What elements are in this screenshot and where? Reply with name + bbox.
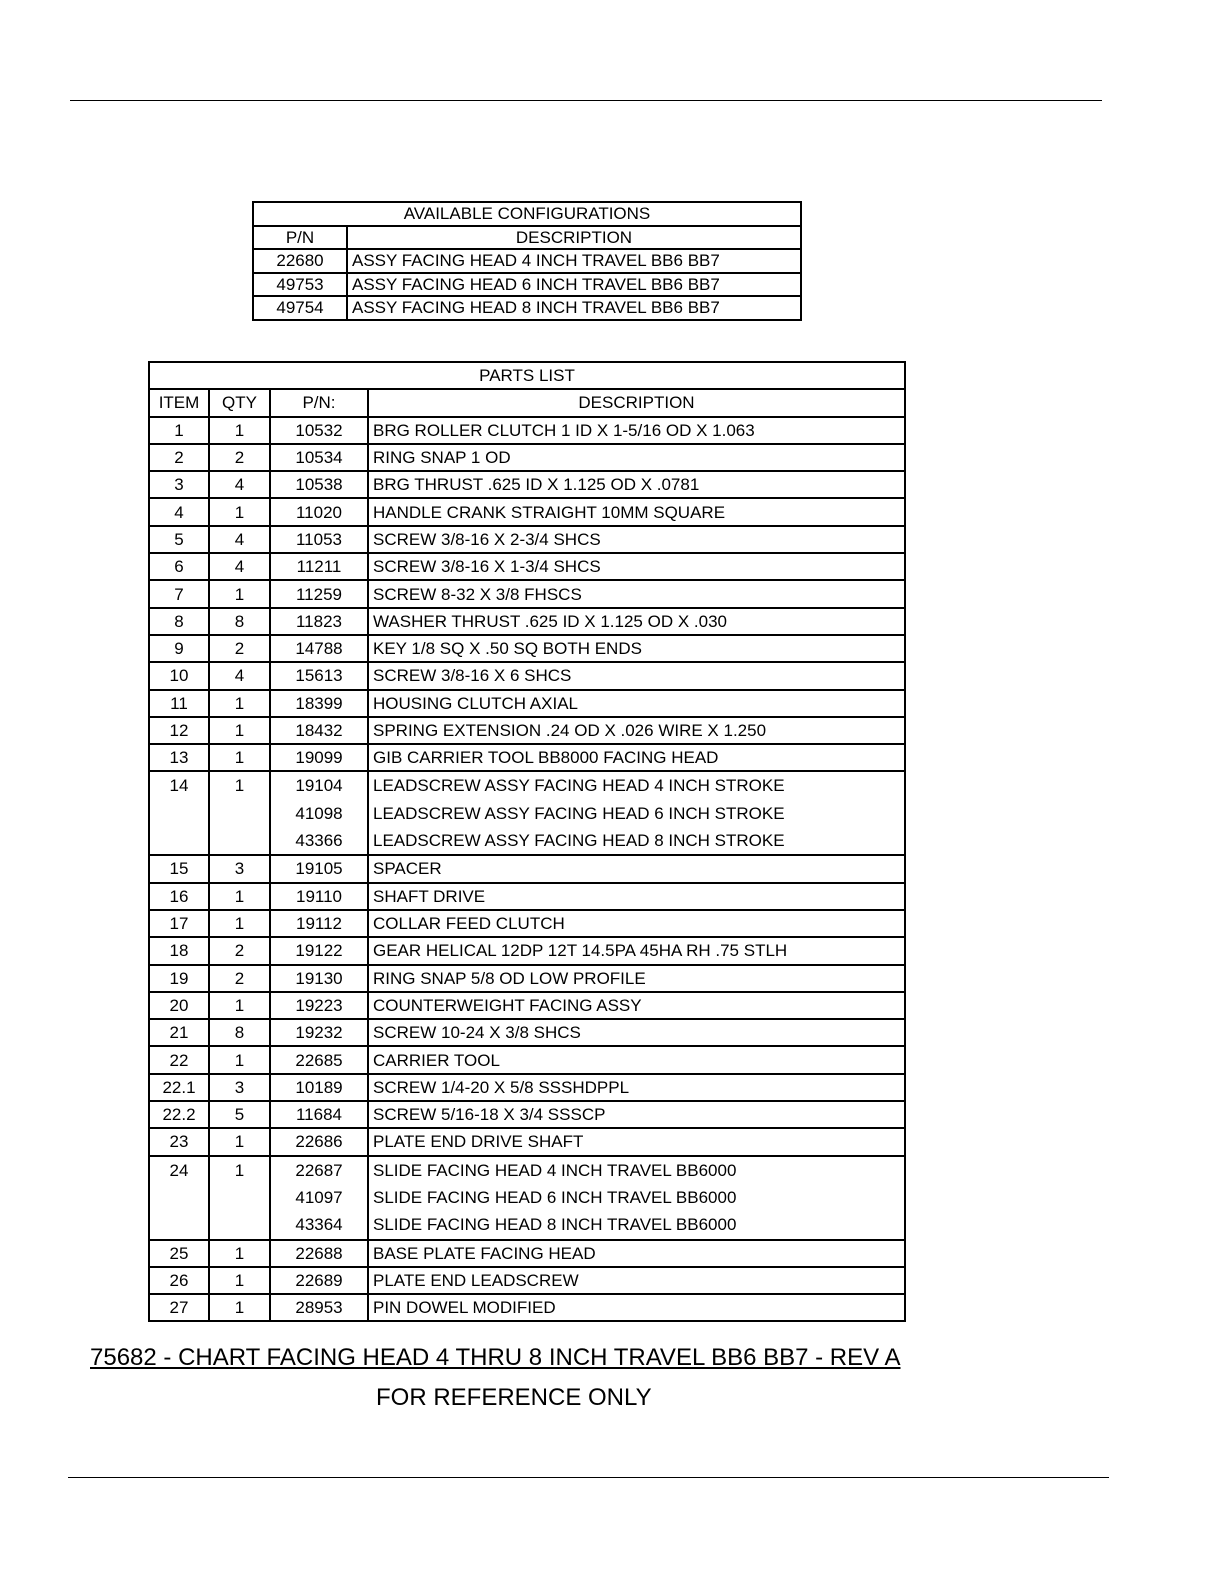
part-pn: [270, 910, 368, 937]
part-pn-value: 10538: [295, 475, 343, 495]
part-pn-value: 22685: [295, 1050, 343, 1070]
part-item: 1: [149, 417, 209, 444]
part-item: 26: [149, 1267, 209, 1294]
table-row: [149, 1267, 905, 1294]
part-item-value: 14: [169, 776, 189, 796]
part-description: [368, 662, 905, 689]
config-header-pn: P/N: [253, 226, 347, 250]
part-qty: 1: [209, 744, 270, 771]
part-qty: 4: [209, 471, 270, 498]
part-pn-value: 18399: [295, 693, 343, 713]
part-pn-value: 43364: [295, 1215, 343, 1235]
table-row: [149, 1074, 905, 1101]
part-qty: 4: [209, 526, 270, 553]
configurations-title: AVAILABLE CONFIGURATIONS: [253, 202, 801, 226]
part-pn: [270, 1240, 368, 1267]
part-item-value: 24: [169, 1160, 189, 1180]
table-row: [149, 1156, 905, 1240]
part-pn-value: 19223: [295, 995, 343, 1015]
part-description-value: BRG THRUST .625 ID X 1.125 OD X .0781: [373, 475, 700, 495]
parts-list-title: PARTS LIST: [149, 362, 905, 389]
table-row: [149, 417, 905, 444]
config-row: [253, 273, 801, 297]
part-qty: 2: [209, 444, 270, 471]
part-qty-value: 1: [234, 1160, 245, 1180]
part-pn: [270, 855, 368, 882]
part-pn: [270, 1074, 368, 1101]
part-pn-value: 22688: [295, 1243, 343, 1263]
part-pn-value: 28953: [295, 1298, 343, 1318]
part-item: 17: [149, 910, 209, 937]
part-pn-value: 41098: [295, 803, 343, 823]
part-pn: [270, 1101, 368, 1128]
part-pn: [270, 717, 368, 744]
part-description: [368, 635, 905, 662]
table-row: [149, 744, 905, 771]
part-pn-value: 11684: [295, 1105, 342, 1125]
part-pn: [270, 1019, 368, 1046]
part-qty: 1: [209, 717, 270, 744]
part-qty: 1: [209, 1267, 270, 1294]
part-description-value: SCREW 3/8-16 X 1-3/4 SHCS: [373, 557, 601, 577]
part-description-value: LEADSCREW ASSY FACING HEAD 4 INCH STROKE: [373, 776, 785, 796]
part-qty: 3: [209, 1074, 270, 1101]
part-pn: [270, 1267, 368, 1294]
config-header-description: DESCRIPTION: [347, 226, 801, 250]
table-row: [149, 771, 905, 855]
part-item: [149, 1156, 209, 1240]
table-row: [149, 1019, 905, 1046]
part-pn: [270, 883, 368, 910]
table-row: [149, 965, 905, 992]
bottom-rule: [68, 1477, 1109, 1478]
part-qty: 1: [209, 992, 270, 1019]
part-pn-value: 22686: [295, 1132, 343, 1152]
part-qty: 1: [209, 883, 270, 910]
part-pn-value: 19122: [295, 941, 343, 961]
part-pn: [270, 1294, 368, 1321]
part-item: 13: [149, 744, 209, 771]
part-description: [368, 608, 905, 635]
part-item: 20: [149, 992, 209, 1019]
part-qty: 2: [209, 937, 270, 964]
table-row: [149, 1294, 905, 1321]
part-description-value: SCREW 3/8-16 X 6 SHCS: [373, 666, 572, 686]
part-qty-value: 1: [234, 776, 245, 796]
part-description: [368, 1019, 905, 1046]
table-row: [149, 444, 905, 471]
part-description-value: SLIDE FACING HEAD 4 INCH TRAVEL BB6000: [373, 1160, 737, 1180]
part-description-value: SLIDE FACING HEAD 6 INCH TRAVEL BB6000: [373, 1187, 737, 1207]
table-row: [149, 883, 905, 910]
part-item: 25: [149, 1240, 209, 1267]
part-pn-value: 11211: [296, 557, 342, 577]
part-qty: 1: [209, 690, 270, 717]
config-pn: 49753: [253, 273, 347, 297]
table-row: [149, 471, 905, 498]
part-pn-value: 10532: [295, 420, 343, 440]
part-item: 10: [149, 662, 209, 689]
part-qty: 2: [209, 965, 270, 992]
part-description-value: KEY 1/8 SQ X .50 SQ BOTH ENDS: [373, 639, 642, 659]
part-description-value: HOUSING CLUTCH AXIAL: [373, 693, 578, 713]
part-qty: 2: [209, 635, 270, 662]
part-item: 2: [149, 444, 209, 471]
part-description-value: HANDLE CRANK STRAIGHT 10MM SQUARE: [373, 502, 726, 522]
part-item: 12: [149, 717, 209, 744]
part-description-value: SHAFT DRIVE: [373, 886, 486, 906]
part-description-value: BASE PLATE FACING HEAD: [373, 1243, 596, 1263]
table-row: [149, 910, 905, 937]
part-pn: [270, 498, 368, 525]
part-pn: [270, 1128, 368, 1155]
part-description: [368, 992, 905, 1019]
config-description: ASSY FACING HEAD 6 INCH TRAVEL BB6 BB7: [347, 273, 801, 297]
part-qty: 1: [209, 910, 270, 937]
part-description-value: PLATE END LEADSCREW: [373, 1270, 579, 1290]
parts-header-pn: P/N:: [270, 389, 368, 416]
part-description: [368, 1046, 905, 1073]
parts-header-item: ITEM: [149, 389, 209, 416]
part-description-value: RING SNAP 5/8 OD LOW PROFILE: [373, 968, 646, 988]
table-row: [149, 1046, 905, 1073]
part-item: 15: [149, 855, 209, 882]
part-description-value: SCREW 5/16-18 X 3/4 SSSCP: [373, 1105, 606, 1125]
config-row: [253, 296, 801, 320]
part-description-value: GIB CARRIER TOOL BB8000 FACING HEAD: [373, 748, 719, 768]
part-qty: 1: [209, 580, 270, 607]
part-description: [368, 498, 905, 525]
part-description: [368, 855, 905, 882]
config-pn: 49754: [253, 296, 347, 320]
part-pn: [270, 526, 368, 553]
table-row: [149, 553, 905, 580]
part-qty: 1: [209, 1128, 270, 1155]
part-pn: [270, 1156, 368, 1240]
configurations-table: [252, 201, 802, 321]
part-description: [368, 1267, 905, 1294]
table-row: [149, 1240, 905, 1267]
table-row: [149, 526, 905, 553]
part-description-value: SCREW 10-24 X 3/8 SHCS: [373, 1023, 581, 1043]
part-pn: [270, 444, 368, 471]
part-item: 19: [149, 965, 209, 992]
part-description-value: COLLAR FEED CLUTCH: [373, 914, 565, 934]
part-pn-value: 22687: [295, 1160, 343, 1180]
part-qty: 8: [209, 608, 270, 635]
part-item: 23: [149, 1128, 209, 1155]
part-pn-value: 43366: [295, 831, 343, 851]
table-row: [149, 498, 905, 525]
part-description: [368, 553, 905, 580]
part-item: 9: [149, 635, 209, 662]
part-qty: 3: [209, 855, 270, 882]
part-description-value: BRG ROLLER CLUTCH 1 ID X 1-5/16 OD X 1.063: [373, 420, 755, 440]
part-qty: 1: [209, 417, 270, 444]
part-item: 18: [149, 937, 209, 964]
table-row: [149, 717, 905, 744]
part-pn: [270, 635, 368, 662]
part-description: [368, 471, 905, 498]
part-description-value: RING SNAP 1 OD: [373, 448, 511, 468]
part-pn-value: 11053: [295, 529, 342, 549]
part-pn: [270, 608, 368, 635]
table-row: [149, 1101, 905, 1128]
part-item: [149, 771, 209, 855]
config-description: ASSY FACING HEAD 8 INCH TRAVEL BB6 BB7: [347, 296, 801, 320]
part-pn: [270, 992, 368, 1019]
part-item: 6: [149, 553, 209, 580]
part-description-value: LEADSCREW ASSY FACING HEAD 8 INCH STROKE: [373, 831, 785, 851]
part-item: 4: [149, 498, 209, 525]
part-pn: [270, 771, 368, 855]
part-qty: 1: [209, 498, 270, 525]
part-description: [368, 1156, 905, 1240]
part-pn: [270, 471, 368, 498]
config-row: [253, 249, 801, 273]
part-description-value: SLIDE FACING HEAD 8 INCH TRAVEL BB6000: [373, 1215, 737, 1235]
part-pn: [270, 580, 368, 607]
part-description: [368, 1074, 905, 1101]
part-item: 7: [149, 580, 209, 607]
part-description-value: SCREW 1/4-20 X 5/8 SSSHDPPL: [373, 1077, 630, 1097]
part-description: [368, 690, 905, 717]
part-description: [368, 910, 905, 937]
part-pn-value: 19099: [295, 748, 343, 768]
part-qty: 4: [209, 553, 270, 580]
table-row: [149, 1128, 905, 1155]
part-description: [368, 744, 905, 771]
part-pn-value: 15613: [295, 666, 343, 686]
part-description: [368, 717, 905, 744]
part-qty: [209, 771, 270, 855]
part-pn: [270, 690, 368, 717]
part-pn: [270, 1046, 368, 1073]
part-pn-value: 11823: [295, 611, 342, 631]
part-item: 22.2: [149, 1101, 209, 1128]
part-description: [368, 1294, 905, 1321]
table-row: [149, 662, 905, 689]
part-description: [368, 1101, 905, 1128]
config-description: ASSY FACING HEAD 4 INCH TRAVEL BB6 BB7: [347, 249, 801, 273]
part-pn-value: 41097: [295, 1187, 343, 1207]
table-row: [149, 580, 905, 607]
part-pn-value: 19112: [295, 914, 342, 934]
table-row: [149, 690, 905, 717]
part-item: 8: [149, 608, 209, 635]
part-pn-value: 19110: [295, 886, 342, 906]
part-pn-value: 10534: [295, 448, 343, 468]
part-description: [368, 883, 905, 910]
part-pn: [270, 744, 368, 771]
part-description-value: SPACER: [373, 859, 442, 879]
part-item: 21: [149, 1019, 209, 1046]
part-description: [368, 965, 905, 992]
config-pn: 22680: [253, 249, 347, 273]
parts-header-description: DESCRIPTION: [368, 389, 905, 416]
part-description: [368, 771, 905, 855]
part-pn-value: 19232: [295, 1023, 343, 1043]
part-description-value: GEAR HELICAL 12DP 12T 14.5PA 45HA RH .75 STLH: [373, 941, 788, 961]
part-pn-value: 10189: [295, 1077, 343, 1097]
part-item: 5: [149, 526, 209, 553]
table-row: [149, 937, 905, 964]
part-description: [368, 1128, 905, 1155]
reference-note: FOR REFERENCE ONLY: [376, 1384, 652, 1411]
part-pn-value: 11020: [295, 502, 342, 522]
part-pn: [270, 662, 368, 689]
part-pn-value: 18432: [295, 721, 343, 740]
part-item: 27: [149, 1294, 209, 1321]
top-rule: [70, 100, 1102, 101]
parts-header-qty: QTY: [209, 389, 270, 416]
part-qty: 1: [209, 1046, 270, 1073]
part-qty: 1: [209, 1240, 270, 1267]
part-description-value: PLATE END DRIVE SHAFT: [373, 1132, 584, 1152]
part-description: [368, 444, 905, 471]
part-description-value: LEADSCREW ASSY FACING HEAD 6 INCH STROKE: [373, 803, 785, 823]
part-description-value: SCREW 8-32 X 3/8 FHSCS: [373, 584, 582, 604]
part-item: 3: [149, 471, 209, 498]
part-qty: [209, 1156, 270, 1240]
part-description: [368, 526, 905, 553]
part-pn: [270, 965, 368, 992]
part-item: 16: [149, 883, 209, 910]
part-pn-value: 11259: [295, 584, 342, 604]
part-pn: [270, 937, 368, 964]
part-item: 22: [149, 1046, 209, 1073]
part-description: [368, 937, 905, 964]
part-pn-value: 22689: [295, 1270, 343, 1290]
part-pn-value: 19130: [295, 968, 343, 988]
table-row: [149, 855, 905, 882]
part-pn: [270, 417, 368, 444]
parts-list-table: [148, 361, 906, 1322]
part-pn-value: 19105: [295, 859, 343, 879]
part-description-value: SCREW 3/8-16 X 2-3/4 SHCS: [373, 529, 601, 549]
part-description-value: WASHER THRUST .625 ID X 1.125 OD X .030: [373, 611, 727, 631]
part-pn-value: 19104: [295, 776, 343, 796]
part-description-value: COUNTERWEIGHT FACING ASSY: [373, 995, 642, 1015]
chart-title: 75682 - CHART FACING HEAD 4 THRU 8 INCH TRAVEL BB6 BB7 - REV A: [90, 1344, 901, 1371]
part-description: [368, 417, 905, 444]
part-qty: 5: [209, 1101, 270, 1128]
part-qty: 1: [209, 1294, 270, 1321]
part-pn-value: 14788: [295, 639, 343, 659]
part-qty: 8: [209, 1019, 270, 1046]
table-row: [149, 635, 905, 662]
part-item: 22.1: [149, 1074, 209, 1101]
table-row: [149, 608, 905, 635]
part-pn: [270, 553, 368, 580]
part-description: [368, 1240, 905, 1267]
part-item: 11: [149, 690, 209, 717]
part-description-value: SPRING EXTENSION .24 OD X .026 WIRE X 1.250: [373, 721, 767, 740]
part-description-value: CARRIER TOOL: [373, 1050, 500, 1070]
part-qty: 4: [209, 662, 270, 689]
table-row: [149, 992, 905, 1019]
part-description: [368, 580, 905, 607]
part-description-value: PIN DOWEL MODIFIED: [373, 1298, 556, 1318]
